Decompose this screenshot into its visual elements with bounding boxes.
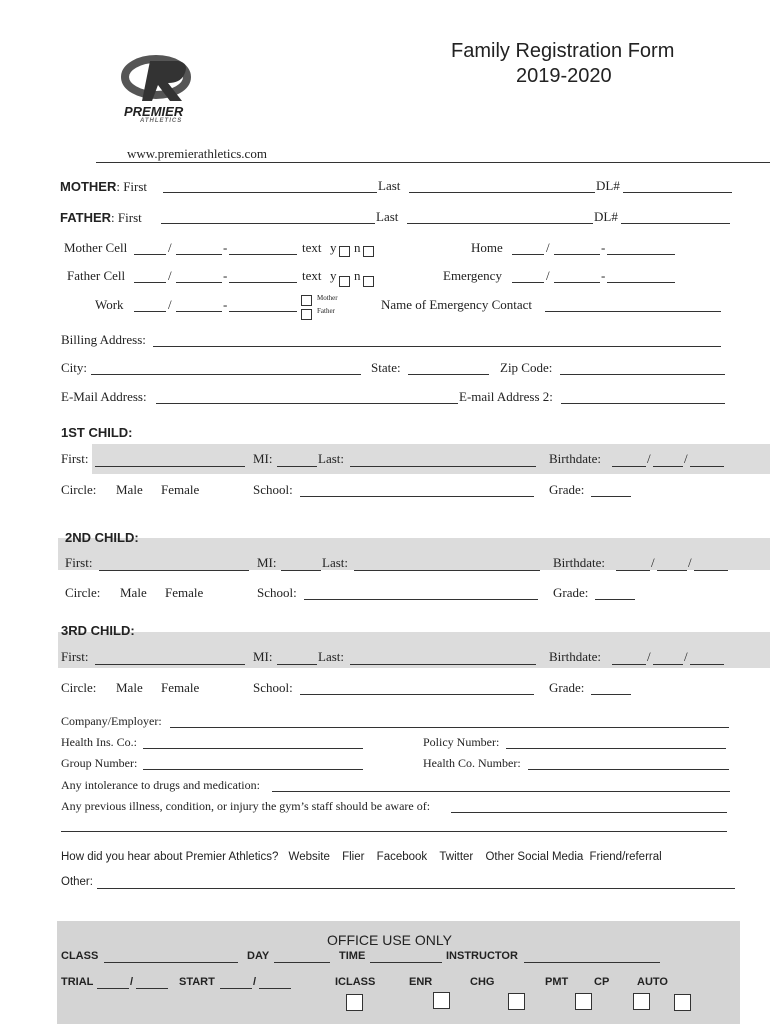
referral-website[interactable]: Website — [288, 851, 330, 863]
child1-last-label: Last: — [318, 451, 344, 466]
slash: / — [168, 268, 172, 283]
dash: - — [223, 240, 228, 255]
referral-other-input[interactable] — [97, 888, 735, 889]
home-prefix[interactable] — [554, 254, 600, 255]
office-day-label: DAY — [247, 950, 270, 962]
dash: - — [601, 268, 606, 283]
slash: / — [253, 976, 257, 988]
email2-input[interactable] — [561, 403, 725, 404]
child2-first-input[interactable] — [99, 570, 249, 571]
home-label: Home — [471, 240, 503, 255]
child3-school-label: School: — [253, 680, 293, 695]
emergency-prefix[interactable] — [554, 282, 600, 283]
office-class-label: CLASS — [61, 950, 99, 962]
child1-grade-label: Grade: — [549, 482, 585, 497]
dash: - — [223, 268, 228, 283]
work-label: Work — [95, 297, 124, 312]
child2-grade-input[interactable] — [595, 599, 635, 600]
office-title: OFFICE USE ONLY — [327, 932, 452, 948]
child3-mi-label: MI: — [253, 649, 273, 664]
child2-heading: 2ND CHILD: — [65, 530, 139, 545]
office-enr-checkbox[interactable] — [433, 992, 450, 1009]
referral-social-media[interactable]: Other Social Media — [485, 851, 584, 863]
father-cell-line[interactable] — [229, 282, 297, 283]
office-time-input[interactable] — [370, 962, 442, 963]
child1-band — [92, 444, 770, 474]
slash: / — [168, 297, 172, 312]
policy-input[interactable] — [506, 748, 726, 749]
mother-label: MOTHER — [60, 179, 117, 194]
emergency-contact-input[interactable] — [545, 311, 721, 312]
referral-other-label: Other: — [61, 876, 93, 888]
child3-birth-day[interactable] — [653, 664, 683, 665]
child2-last-input[interactable] — [354, 570, 540, 571]
child1-birth-year[interactable] — [690, 466, 724, 467]
mother-text-no-checkbox[interactable] — [363, 246, 374, 257]
father-text-y: y — [330, 268, 337, 283]
form-title: Family Registration Form — [451, 40, 675, 62]
intolerance-input[interactable] — [272, 791, 730, 792]
child1-school-label: School: — [253, 482, 293, 497]
child2-mi-label: MI: — [257, 555, 277, 570]
child2-first-label: First: — [65, 555, 93, 570]
employer-label: Company/Employer: — [61, 714, 162, 728]
zip-input[interactable] — [560, 374, 725, 375]
office-day-input[interactable] — [274, 962, 330, 963]
father-last-input[interactable] — [407, 223, 593, 224]
city-label: City: — [61, 360, 88, 375]
billing-address-label: Billing Address: — [61, 332, 146, 347]
office-pmt-label: PMT — [545, 976, 569, 988]
father-text-label: text — [302, 268, 322, 283]
slash: / — [130, 976, 134, 988]
father-cell-prefix[interactable] — [176, 282, 222, 283]
mother-last-input[interactable] — [409, 192, 595, 193]
father-cell-label: Father Cell — [67, 268, 126, 283]
child3-first-input[interactable] — [95, 664, 245, 665]
child1-circle-label: Circle: — [61, 482, 97, 497]
child3-band — [58, 632, 770, 668]
health-ins-input[interactable] — [143, 748, 363, 749]
slash: / — [684, 451, 688, 466]
child1-mi-input[interactable] — [277, 466, 317, 467]
mother-cell-area[interactable] — [134, 254, 166, 255]
emergency-contact-label: Name of Emergency Contact — [381, 297, 533, 312]
work-mother-label: Mother — [317, 294, 338, 302]
office-instructor-label: INSTRUCTOR — [446, 950, 518, 962]
child2-male-option[interactable]: Male — [120, 585, 147, 600]
father-last-label: Last — [376, 209, 399, 224]
child1-heading: 1ST CHILD: — [61, 425, 133, 440]
form-year: 2019-2020 — [516, 65, 612, 87]
office-cp-checkbox[interactable] — [633, 993, 650, 1010]
referral-question: How did you hear about Premier Athletics? — [61, 851, 279, 863]
child2-mi-input[interactable] — [281, 570, 321, 571]
logo-subtext: ATHLETICS — [140, 118, 183, 124]
referral-row — [61, 851, 662, 863]
office-chg-checkbox[interactable] — [508, 993, 525, 1010]
office-cp-label: CP — [594, 976, 610, 988]
father-first-input[interactable] — [161, 223, 375, 224]
office-enr-label: ENR — [409, 976, 433, 988]
employer-input[interactable] — [170, 727, 729, 728]
referral-twitter[interactable]: Twitter — [439, 851, 474, 863]
child1-mi-label: MI: — [253, 451, 273, 466]
mother-dl-label: DL# — [596, 178, 620, 193]
home-area[interactable] — [512, 254, 544, 255]
father-text-no-checkbox[interactable] — [363, 276, 374, 287]
child2-female-option[interactable]: Female — [165, 585, 204, 600]
mother-text-label: text — [302, 240, 322, 255]
child3-birthdate-label: Birthdate: — [549, 649, 601, 664]
office-iclass-label: ICLASS — [335, 976, 376, 988]
mother-row — [60, 178, 147, 196]
emergency-label: Emergency — [443, 268, 502, 283]
child2-circle-label: Circle: — [65, 585, 101, 600]
group-label: Group Number: — [61, 756, 138, 770]
state-input[interactable] — [408, 374, 489, 375]
work-line[interactable] — [229, 311, 297, 312]
work-father-label: Father — [317, 307, 335, 315]
city-input[interactable] — [91, 374, 361, 375]
mother-first-input[interactable] — [163, 192, 377, 193]
website-link[interactable]: www.premierathletics.com — [127, 146, 267, 161]
office-trial-month[interactable] — [97, 988, 129, 989]
child3-first-label: First: — [61, 649, 89, 664]
child1-birth-day[interactable] — [653, 466, 683, 467]
slash: / — [546, 240, 550, 255]
child2-school-input[interactable] — [304, 599, 538, 600]
mother-last-label: Last — [378, 178, 401, 193]
dash: - — [223, 297, 228, 312]
mother-dl-input[interactable] — [623, 192, 732, 193]
email2-label: E-mail Address 2: — [459, 389, 553, 404]
mother-text-y: y — [330, 240, 337, 255]
child1-school-input[interactable] — [300, 496, 534, 497]
slash: / — [168, 240, 172, 255]
father-dl-label: DL# — [594, 209, 618, 224]
health-co-label: Health Co. Number: — [423, 756, 521, 770]
mother-cell-label: Mother Cell — [64, 240, 128, 255]
child3-grade-input[interactable] — [591, 694, 631, 695]
slash: / — [684, 649, 688, 664]
child2-school-label: School: — [257, 585, 297, 600]
mother-first-label: : First — [116, 179, 148, 194]
mother-cell-line[interactable] — [229, 254, 297, 255]
child3-school-input[interactable] — [300, 694, 534, 695]
child3-last-input[interactable] — [350, 664, 536, 665]
health-ins-label: Health Ins. Co.: — [61, 735, 137, 749]
office-iclass-checkbox[interactable] — [346, 994, 363, 1011]
father-text-n: n — [354, 268, 361, 283]
zip-label: Zip Code: — [500, 360, 553, 375]
child2-birth-month[interactable] — [616, 570, 650, 571]
work-father-checkbox[interactable] — [301, 309, 312, 320]
illness-label: Any previous illness, condition, or injury the gym’s staff should be aware of: — [61, 799, 431, 813]
slash: / — [546, 268, 550, 283]
child3-birth-year[interactable] — [690, 664, 724, 665]
child3-heading: 3RD CHILD: — [61, 623, 135, 638]
child1-birth-month[interactable] — [612, 466, 646, 467]
office-start-day[interactable] — [259, 988, 291, 989]
billing-address-input[interactable] — [153, 346, 721, 347]
child3-male-option[interactable]: Male — [116, 680, 143, 695]
child2-last-label: Last: — [322, 555, 348, 570]
father-dl-input[interactable] — [621, 223, 730, 224]
office-trial-label: TRIAL — [61, 976, 94, 988]
health-co-input[interactable] — [528, 769, 729, 770]
home-line[interactable] — [607, 254, 675, 255]
slash: / — [651, 555, 655, 570]
mother-text-n: n — [354, 240, 361, 255]
child2-birth-year[interactable] — [694, 570, 728, 571]
referral-facebook[interactable]: Facebook — [376, 851, 428, 863]
policy-label: Policy Number: — [423, 735, 500, 749]
work-area[interactable] — [134, 311, 166, 312]
logo-text: PREMIER — [124, 104, 184, 119]
father-text-yes-checkbox[interactable] — [339, 276, 350, 287]
office-chg-label: CHG — [470, 976, 495, 988]
work-mother-checkbox[interactable] — [301, 295, 312, 306]
office-auto-label: AUTO — [637, 976, 668, 988]
email-input[interactable] — [156, 403, 458, 404]
office-trial-day[interactable] — [136, 988, 168, 989]
child2-birthdate-label: Birthdate: — [553, 555, 605, 570]
office-time-label: TIME — [339, 950, 366, 962]
group-input[interactable] — [143, 769, 363, 770]
office-start-label: START — [179, 976, 215, 988]
dash: - — [601, 240, 606, 255]
mother-cell-prefix[interactable] — [176, 254, 222, 255]
state-label: State: — [371, 360, 401, 375]
office-pmt-checkbox[interactable] — [575, 993, 592, 1010]
child2-birth-day[interactable] — [657, 570, 687, 571]
referral-flier[interactable]: Flier — [342, 851, 365, 863]
child1-birthdate-label: Birthdate: — [549, 451, 601, 466]
child1-last-input[interactable] — [350, 466, 536, 467]
header-rule — [96, 162, 770, 163]
child1-female-option[interactable]: Female — [161, 482, 200, 497]
office-auto-checkbox[interactable] — [674, 994, 691, 1011]
father-first-label: : First — [111, 210, 142, 225]
child2-band — [58, 538, 770, 570]
email-label: E-Mail Address: — [61, 389, 147, 404]
emergency-line[interactable] — [607, 282, 675, 283]
child1-first-input[interactable] — [95, 466, 245, 467]
referral-friend[interactable]: Friend/referral — [589, 851, 662, 863]
office-class-input[interactable] — [104, 962, 238, 963]
premier-logo — [120, 55, 200, 110]
child3-mi-input[interactable] — [277, 664, 317, 665]
office-start-month[interactable] — [220, 988, 252, 989]
emergency-area[interactable] — [512, 282, 544, 283]
child3-last-label: Last: — [318, 649, 344, 664]
intolerance-label: Any intolerance to drugs and medication: — [61, 778, 260, 792]
slash: / — [647, 649, 651, 664]
child2-grade-label: Grade: — [553, 585, 589, 600]
work-prefix[interactable] — [176, 311, 222, 312]
father-cell-area[interactable] — [134, 282, 166, 283]
office-instructor-input[interactable] — [524, 962, 660, 963]
illness-input[interactable] — [451, 812, 727, 813]
father-row — [60, 209, 142, 227]
illness-input-2[interactable] — [61, 831, 727, 832]
mother-text-yes-checkbox[interactable] — [339, 246, 350, 257]
child1-male-option[interactable]: Male — [116, 482, 143, 497]
child3-grade-label: Grade: — [549, 680, 585, 695]
child3-female-option[interactable]: Female — [161, 680, 200, 695]
father-label: FATHER — [60, 210, 112, 225]
child3-birth-month[interactable] — [612, 664, 646, 665]
child1-first-label: First: — [61, 451, 89, 466]
child1-grade-input[interactable] — [591, 496, 631, 497]
slash: / — [647, 451, 651, 466]
slash: / — [688, 555, 692, 570]
child3-circle-label: Circle: — [61, 680, 97, 695]
